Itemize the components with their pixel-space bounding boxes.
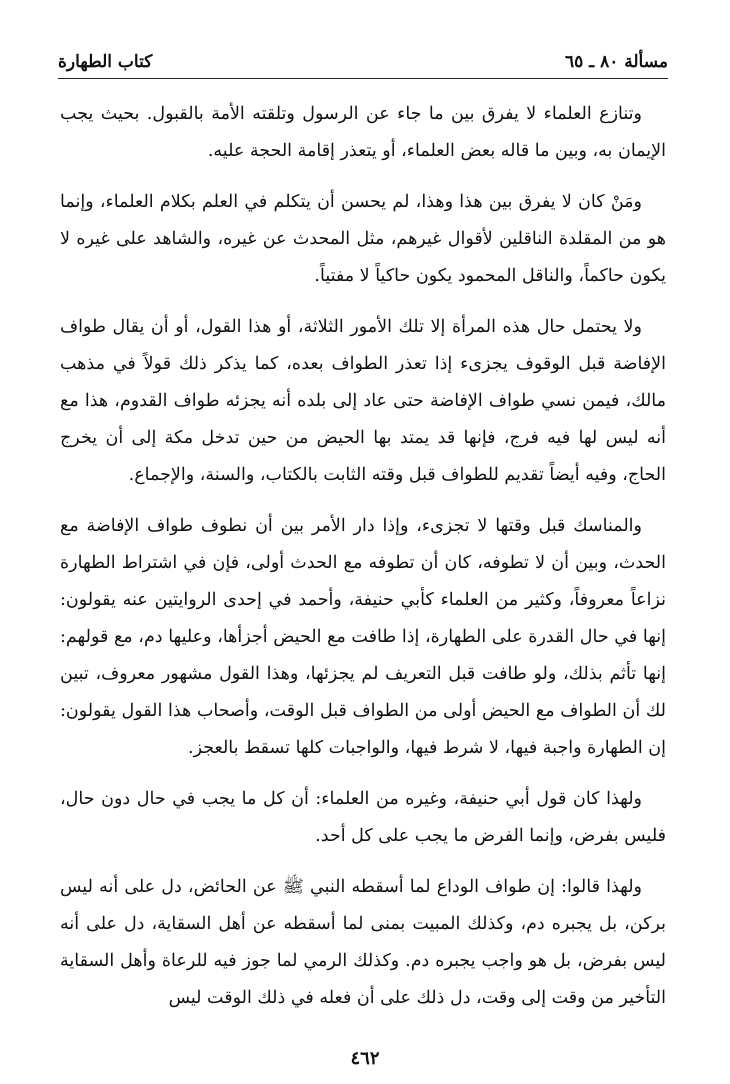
book-title: كتاب الطهارة xyxy=(58,52,153,72)
body-text xyxy=(60,96,666,1031)
paragraph-1: وتنازع العلماء لا يفرق بين ما جاء عن الرسول وتلقته الأمة بالقبول. بحيث يجب الإيمان به، وبين ما قاله بعض العلماء، أو يتعذر إقامة الحجة عليه. xyxy=(60,104,666,161)
issue-label: مسألة ٨٠ ـ ٦٥ xyxy=(564,52,668,72)
paragraph-3: ولا يحتمل حال هذه المرأة إلا تلك الأمور الثلاثة، أو هذا القول، أو أن يقال طواف الإفاضة قبل الوقوف يجزىء إذا تعذر الطواف بعده، كما يذكر ذلك قولاً في مذهب مالك، فيمن نسي طواف الإفاضة حتى عاد إلى بلده أنه يجزئه طواف القدوم، هذا مع أنه ليس لها فيه فرج، فإنها قد يمتد بها الحيض من حين تدخل مكة إلى أن يخرج الحاج، وفيه أيضاً تقديم للطواف قبل وقته الثابت بالكتاب، والسنة، والإجماع. xyxy=(60,317,666,485)
running-header xyxy=(58,42,668,72)
paragraph-2: ومَنْ كان لا يفرق بين هذا وهذا، لم يحسن أن يتكلم في العلم بكلام العلماء، وإنما هو من المقلدة الناقلين لأقوال غيرهم، مثل المحدث عن غيره، والشاهد على غيره لا يكون حاكماً، والناقل المحمود يكون حاكياً لا مفتياً. xyxy=(60,192,666,286)
header-divider xyxy=(58,78,668,79)
paragraph-5: ولهذا كان قول أبي حنيفة، وغيره من العلماء: أن كل ما يجب في حال دون حال، فليس بفرض، وإنما الفرض ما يجب على كل أحد. xyxy=(60,789,666,846)
paragraph-6: ولهذا قالوا: إن طواف الوداع لما أسقطه النبي ﷺ عن الحائض، دل على أنه ليس بركن، بل يجبره دم، وكذلك المبيت بمنى لما أسقطه عن أهل السقاية، دل على أنه ليس بفرض، بل هو واجب يجبره دم. وكذلك الرمي لما جوز فيه للرعاة وأهل السقاية التأخير من وقت إلى وقت، دل ذلك على أن فعله في ذلك الوقت ليس xyxy=(60,877,666,1008)
paragraph-4: والمناسك قبل وقتها لا تجزىء، وإذا دار الأمر بين أن نطوف طواف الإفاضة مع الحدث، وبين أن لا تطوفه، كان أن تطوفه مع الحدث أولى، فإن في اشتراط الطهارة نزاعاً معروفاً، وكثير من العلماء كأبي حنيفة، وأحمد في إحدى الروايتين عنه يقولون: إنها في حال القدرة على الطهارة، إذا طافت مع الحيض أجزأها، وعليها دم، مع قولهم: إنها تأثم بذلك، ولو طافت قبل التعريف لم يجزئها، وهذا القول مشهور معروف، تبين لك أن الطواف مع الحيض أولى من الطواف قبل الوقت، وأصحاب هذا القول يقولون: إن الطهارة واجبة فيها، لا شرط فيها، والواجبات كلها تسقط بالعجز. xyxy=(60,516,666,758)
page-number: ٤٦٢ xyxy=(350,1048,380,1069)
